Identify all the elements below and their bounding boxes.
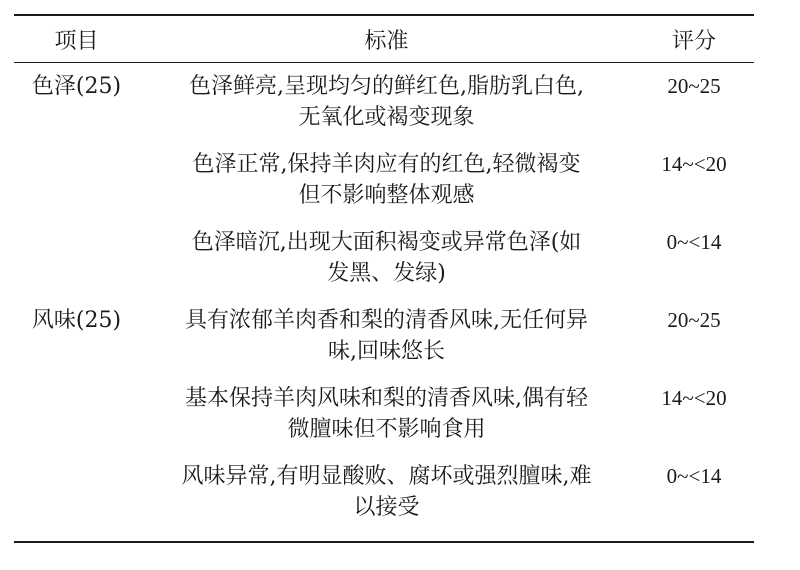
header-standard: 标准 bbox=[364, 28, 409, 54]
row-item bbox=[14, 145, 139, 223]
row-standard-line: 无氧化或褐变现象 bbox=[298, 105, 475, 130]
header-item: 项目 bbox=[54, 28, 99, 54]
row-standard-line: 但不影响整体观感 bbox=[298, 183, 475, 208]
row-standard bbox=[139, 223, 634, 301]
row-standard-line: 以接受 bbox=[353, 495, 420, 520]
row-standard bbox=[139, 457, 634, 535]
row-item bbox=[14, 223, 139, 301]
row-standard bbox=[139, 301, 634, 379]
row-standard-line: 具有浓郁羊肉香和梨的清香风味,无任何异 bbox=[185, 308, 588, 333]
row-standard-line: 味,回味悠长 bbox=[328, 339, 445, 364]
table-bottom-rule bbox=[14, 541, 754, 543]
row-score: 14~<20 bbox=[661, 152, 727, 176]
row-standard-line: 色泽鲜亮,呈现均匀的鲜红色,脂肪乳白色, bbox=[189, 74, 584, 99]
table-row bbox=[14, 145, 754, 223]
row-standard bbox=[139, 145, 634, 223]
row-score: 0~<14 bbox=[666, 464, 722, 488]
row-standard-line: 基本保持羊肉风味和梨的清香风味,偶有轻 bbox=[185, 386, 588, 411]
row-score: 20~25 bbox=[667, 308, 721, 332]
sensory-evaluation-table bbox=[14, 14, 754, 543]
row-item: 风味(25) bbox=[31, 308, 122, 333]
row-score: 14~<20 bbox=[661, 386, 727, 410]
row-standard bbox=[139, 379, 634, 457]
row-item bbox=[14, 457, 139, 535]
row-standard-line: 色泽正常,保持羊肉应有的红色,轻微褐变 bbox=[192, 152, 581, 177]
table-header-row bbox=[14, 16, 754, 62]
row-score: 20~25 bbox=[667, 74, 721, 98]
table-row bbox=[14, 301, 754, 379]
row-item bbox=[14, 379, 139, 457]
table-header-rule bbox=[14, 62, 754, 63]
table-row bbox=[14, 67, 754, 145]
row-standard-line: 发黑、发绿) bbox=[327, 261, 446, 286]
table-row bbox=[14, 223, 754, 301]
row-standard-line: 风味异常,有明显酸败、腐坏或强烈膻味,难 bbox=[181, 464, 592, 489]
table-row bbox=[14, 379, 754, 457]
row-standard bbox=[139, 67, 634, 145]
table-row bbox=[14, 457, 754, 535]
row-standard-line: 微膻味但不影响食用 bbox=[287, 417, 486, 442]
row-standard-line: 色泽暗沉,出现大面积褐变或异常色泽(如 bbox=[191, 230, 582, 255]
row-score: 0~<14 bbox=[666, 230, 722, 254]
header-score: 评分 bbox=[671, 28, 716, 54]
row-item: 色泽(25) bbox=[31, 74, 122, 99]
